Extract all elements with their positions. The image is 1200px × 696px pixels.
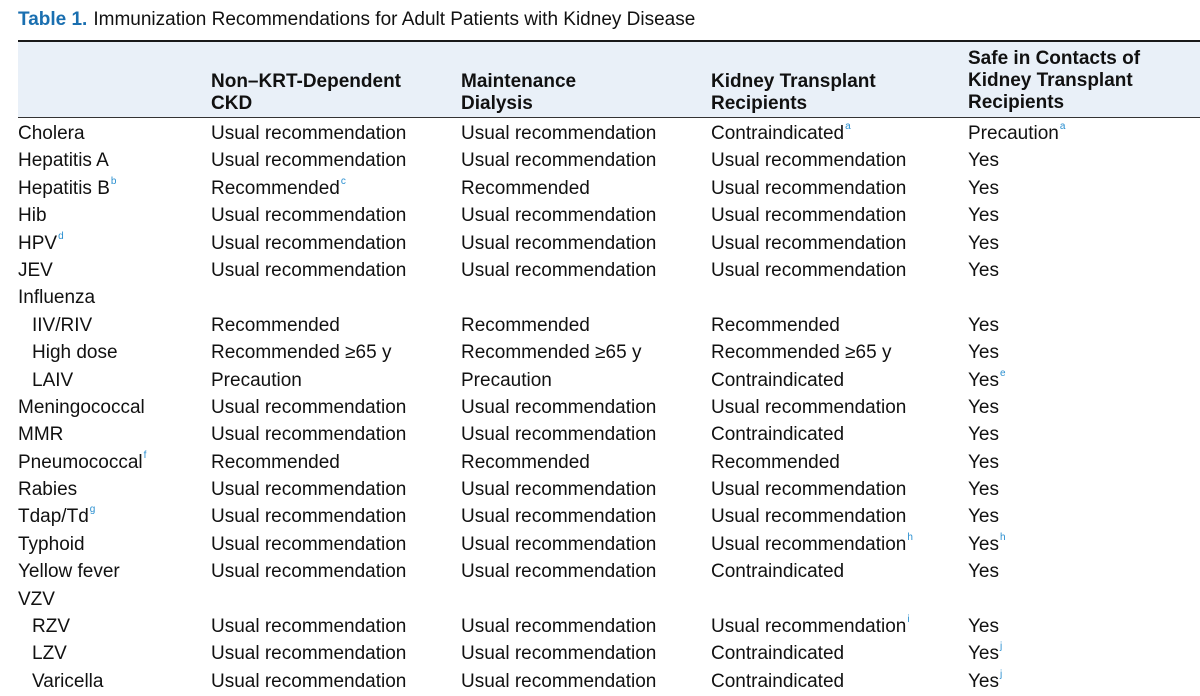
cell-text: Usual recommendation bbox=[211, 533, 407, 555]
footnote-marker: h bbox=[1000, 531, 1006, 543]
cell-text: Precaution bbox=[968, 123, 1059, 144]
table-row bbox=[18, 147, 1200, 174]
footnote-marker: g bbox=[89, 504, 96, 516]
cell-non-krt-ckd bbox=[211, 613, 406, 640]
cell-safe-in-contacts bbox=[968, 421, 999, 448]
cell-text: Usual recommendation bbox=[461, 150, 657, 172]
cell-text: Recommended bbox=[711, 451, 840, 473]
cell-transplant-recipients bbox=[711, 449, 840, 476]
cell-text: Recommended bbox=[211, 314, 340, 336]
cell-text: Usual recommendation bbox=[211, 506, 407, 528]
cell-text: Usual recommendation bbox=[711, 396, 907, 418]
cell-transplant-recipients bbox=[711, 531, 913, 558]
table-row bbox=[18, 449, 1200, 476]
cell-safe-in-contacts bbox=[968, 613, 999, 640]
cell-text: Yes bbox=[968, 533, 999, 555]
cell-transplant-recipients bbox=[711, 613, 910, 640]
footnote-marker: j bbox=[1000, 668, 1003, 680]
cell-non-krt-ckd bbox=[211, 449, 340, 476]
table-row bbox=[18, 202, 1200, 229]
cell-safe-in-contacts bbox=[968, 503, 999, 530]
vaccine-name-text: High dose bbox=[32, 342, 118, 364]
cell-text: Usual recommendation bbox=[711, 506, 907, 528]
cell-text: Usual recommendation bbox=[211, 616, 407, 638]
vaccine-name bbox=[18, 586, 55, 613]
table-row bbox=[18, 339, 1200, 366]
cell-non-krt-ckd bbox=[211, 421, 406, 448]
cell-non-krt-ckd bbox=[211, 339, 391, 366]
cell-non-krt-ckd bbox=[211, 668, 406, 695]
vaccine-name bbox=[18, 503, 95, 530]
cell-text: Usual recommendation bbox=[211, 150, 407, 172]
cell-text: Usual recommendation bbox=[711, 259, 907, 281]
vaccine-name-text: Influenza bbox=[18, 287, 96, 309]
cell-maintenance-dialysis bbox=[461, 421, 656, 448]
vaccine-name-text: MMR bbox=[18, 424, 64, 446]
cell-text: Usual recommendation bbox=[461, 232, 657, 254]
vaccine-name bbox=[18, 175, 116, 202]
cell-non-krt-ckd bbox=[211, 394, 406, 421]
footnote-marker: b bbox=[110, 175, 117, 187]
vaccine-name bbox=[18, 284, 95, 311]
cell-text: Contraindicated bbox=[711, 424, 845, 446]
vaccine-name-text: Tdap/Td bbox=[18, 506, 89, 528]
vaccine-name bbox=[32, 668, 103, 695]
cell-maintenance-dialysis bbox=[461, 613, 656, 640]
cell-text: Usual recommendation bbox=[711, 205, 907, 227]
vaccine-name bbox=[18, 257, 53, 284]
cell-transplant-recipients bbox=[711, 503, 906, 530]
vaccine-name-text: LZV bbox=[32, 643, 67, 665]
table-title bbox=[18, 6, 695, 34]
vaccine-name-text: Yellow fever bbox=[18, 561, 120, 583]
cell-non-krt-ckd bbox=[211, 175, 346, 202]
table-row bbox=[18, 668, 1200, 695]
table-row bbox=[18, 175, 1200, 202]
cell-text: Yes bbox=[968, 205, 999, 227]
table-row bbox=[18, 312, 1200, 339]
vaccine-name-text: Varicella bbox=[32, 670, 104, 692]
cell-maintenance-dialysis bbox=[461, 202, 656, 229]
vaccine-name bbox=[32, 312, 92, 339]
cell-text: Usual recommendation bbox=[211, 561, 407, 583]
cell-text: Recommended bbox=[461, 314, 590, 336]
cell-safe-in-contacts bbox=[968, 531, 1006, 558]
footnote-marker: a bbox=[1059, 121, 1066, 132]
cell-text: Contraindicated bbox=[711, 561, 845, 583]
header-line: CKD bbox=[211, 93, 253, 114]
vaccine-name-text: Hepatitis A bbox=[18, 150, 109, 172]
cell-text: Usual recommendation bbox=[211, 424, 407, 446]
cell-safe-in-contacts bbox=[968, 367, 1006, 394]
cell-transplant-recipients bbox=[711, 257, 906, 284]
cell-text: Contraindicated bbox=[711, 670, 845, 692]
cell-maintenance-dialysis bbox=[461, 394, 656, 421]
header-maintenance-dialysis bbox=[461, 71, 576, 115]
header-line: Dialysis bbox=[461, 93, 533, 114]
cell-text: Yes bbox=[968, 232, 999, 254]
header-line: Safe in Contacts of bbox=[968, 48, 1141, 69]
cell-text: Recommended ≥65 y bbox=[211, 342, 392, 364]
cell-non-krt-ckd bbox=[211, 312, 340, 339]
cell-safe-in-contacts bbox=[968, 640, 1002, 667]
cell-maintenance-dialysis bbox=[461, 531, 656, 558]
header-non-krt-ckd bbox=[211, 71, 401, 115]
table-row bbox=[18, 640, 1200, 667]
cell-text: Usual recommendation bbox=[461, 616, 657, 638]
header-line: Maintenance bbox=[461, 71, 577, 92]
vaccine-name bbox=[18, 421, 63, 448]
vaccine-name bbox=[18, 202, 47, 229]
cell-text: Contraindicated bbox=[711, 369, 845, 391]
table-row bbox=[18, 394, 1200, 421]
vaccine-name-text: HPV bbox=[18, 232, 58, 254]
vaccine-name-text: Cholera bbox=[18, 123, 85, 144]
cell-text: Usual recommendation bbox=[461, 479, 657, 501]
cell-text: Usual recommendation bbox=[461, 506, 657, 528]
cell-maintenance-dialysis bbox=[461, 120, 656, 147]
footnote-marker: e bbox=[1000, 367, 1006, 379]
cell-text: Recommended ≥65 y bbox=[461, 342, 642, 364]
cell-text: Usual recommendation bbox=[711, 150, 907, 172]
vaccine-name bbox=[32, 613, 70, 640]
footnote-marker: d bbox=[58, 230, 64, 242]
vaccine-name-text: LAIV bbox=[32, 369, 74, 391]
cell-text: Recommended ≥65 y bbox=[711, 342, 892, 364]
cell-text: Usual recommendation bbox=[461, 259, 657, 281]
cell-text: Yes bbox=[968, 150, 999, 172]
cell-text: Usual recommendation bbox=[211, 205, 407, 227]
vaccine-name-text: Hib bbox=[18, 205, 47, 227]
footnote-marker: a bbox=[845, 121, 851, 132]
cell-text: Usual recommendation bbox=[461, 424, 657, 446]
cell-transplant-recipients bbox=[711, 120, 851, 147]
cell-safe-in-contacts bbox=[968, 257, 999, 284]
cell-transplant-recipients bbox=[711, 312, 840, 339]
cell-transplant-recipients bbox=[711, 175, 906, 202]
vaccine-name bbox=[32, 640, 67, 667]
table-row bbox=[18, 586, 1200, 613]
header-kidney-transplant-recipients bbox=[711, 71, 876, 115]
cell-safe-in-contacts bbox=[968, 394, 999, 421]
cell-text: Usual recommendation bbox=[211, 479, 407, 501]
table-row bbox=[18, 284, 1200, 311]
header-line: Recipients bbox=[968, 92, 1065, 113]
cell-text: Recommended bbox=[211, 177, 340, 199]
cell-transplant-recipients bbox=[711, 640, 844, 667]
cell-text: Yes bbox=[968, 177, 999, 199]
cell-non-krt-ckd bbox=[211, 531, 406, 558]
table-row bbox=[18, 120, 1200, 147]
table-label: Table 1. bbox=[18, 9, 88, 30]
table-row bbox=[18, 503, 1200, 530]
cell-transplant-recipients bbox=[711, 476, 906, 503]
cell-text: Precaution bbox=[461, 369, 552, 391]
cell-maintenance-dialysis bbox=[461, 175, 590, 202]
cell-non-krt-ckd bbox=[211, 230, 406, 257]
cell-maintenance-dialysis bbox=[461, 558, 656, 585]
cell-safe-in-contacts bbox=[968, 476, 999, 503]
header-line: Recipients bbox=[711, 93, 808, 114]
table-row bbox=[18, 613, 1200, 640]
cell-maintenance-dialysis bbox=[461, 339, 641, 366]
footnote-marker: f bbox=[143, 449, 147, 461]
cell-non-krt-ckd bbox=[211, 558, 406, 585]
vaccine-name bbox=[18, 147, 109, 174]
cell-non-krt-ckd bbox=[211, 257, 406, 284]
vaccine-name-text: Meningococcal bbox=[18, 396, 145, 418]
cell-text: Usual recommendation bbox=[461, 123, 657, 144]
cell-safe-in-contacts bbox=[968, 175, 999, 202]
cell-text: Yes bbox=[968, 342, 999, 364]
cell-maintenance-dialysis bbox=[461, 230, 656, 257]
cell-non-krt-ckd bbox=[211, 367, 302, 394]
cell-text: Usual recommendation bbox=[211, 396, 407, 418]
cell-non-krt-ckd bbox=[211, 147, 406, 174]
cell-non-krt-ckd bbox=[211, 476, 406, 503]
cell-transplant-recipients bbox=[711, 367, 844, 394]
cell-maintenance-dialysis bbox=[461, 367, 552, 394]
table-row bbox=[18, 476, 1200, 503]
cell-safe-in-contacts bbox=[968, 449, 999, 476]
cell-transplant-recipients bbox=[711, 558, 844, 585]
cell-maintenance-dialysis bbox=[461, 476, 656, 503]
table-body bbox=[18, 120, 1200, 695]
cell-text: Usual recommendation bbox=[461, 561, 657, 583]
vaccine-name bbox=[18, 531, 85, 558]
cell-text: Contraindicated bbox=[711, 643, 845, 665]
footnote-marker: i bbox=[907, 614, 910, 626]
table-row bbox=[18, 367, 1200, 394]
cell-text: Usual recommendation bbox=[211, 232, 407, 254]
cell-transplant-recipients bbox=[711, 230, 906, 257]
cell-text: Recommended bbox=[461, 451, 590, 473]
cell-text: Precaution bbox=[211, 369, 302, 391]
cell-text: Usual recommendation bbox=[711, 616, 907, 638]
cell-maintenance-dialysis bbox=[461, 503, 656, 530]
cell-text: Yes bbox=[968, 643, 999, 665]
cell-maintenance-dialysis bbox=[461, 312, 590, 339]
vaccine-name-text: JEV bbox=[18, 259, 53, 281]
vaccine-name-text: Hepatitis B bbox=[18, 177, 110, 199]
cell-text: Usual recommendation bbox=[461, 396, 657, 418]
cell-text: Usual recommendation bbox=[711, 232, 907, 254]
header-line: Non–KRT-Dependent bbox=[211, 71, 401, 92]
vaccine-name bbox=[18, 394, 145, 421]
vaccine-name bbox=[32, 367, 73, 394]
cell-text: Usual recommendation bbox=[211, 670, 407, 692]
cell-maintenance-dialysis bbox=[461, 257, 656, 284]
header-line: Kidney Transplant bbox=[711, 71, 876, 92]
footnote-marker: h bbox=[907, 531, 913, 543]
cell-text: Usual recommendation bbox=[461, 533, 657, 555]
cell-non-krt-ckd bbox=[211, 120, 406, 147]
cell-text: Yes bbox=[968, 396, 999, 418]
cell-text: Yes bbox=[968, 314, 999, 336]
cell-transplant-recipients bbox=[711, 668, 844, 695]
cell-text: Usual recommendation bbox=[711, 479, 907, 501]
footnote-marker: c bbox=[340, 175, 346, 187]
cell-transplant-recipients bbox=[711, 421, 844, 448]
vaccine-name bbox=[18, 230, 64, 257]
table-row bbox=[18, 558, 1200, 585]
table-title-text: Immunization Recommendations for Adult Patients with Kidney Disease bbox=[93, 9, 696, 30]
cell-text: Usual recommendation bbox=[711, 533, 907, 555]
cell-maintenance-dialysis bbox=[461, 449, 590, 476]
cell-text: Yes bbox=[968, 616, 999, 638]
header-line: Kidney Transplant bbox=[968, 70, 1133, 91]
cell-text: Usual recommendation bbox=[461, 670, 657, 692]
cell-text: Usual recommendation bbox=[461, 643, 657, 665]
cell-non-krt-ckd bbox=[211, 640, 406, 667]
cell-text: Yes bbox=[968, 451, 999, 473]
cell-safe-in-contacts bbox=[968, 668, 1002, 695]
cell-text: Recommended bbox=[211, 451, 340, 473]
cell-text: Usual recommendation bbox=[711, 177, 907, 199]
vaccine-name-text: IIV/RIV bbox=[32, 314, 93, 336]
vaccine-name bbox=[18, 476, 77, 503]
cell-transplant-recipients bbox=[711, 147, 906, 174]
cell-non-krt-ckd bbox=[211, 503, 406, 530]
table-row bbox=[18, 257, 1200, 284]
cell-text: Usual recommendation bbox=[211, 259, 407, 281]
vaccine-name-text: Pneumococcal bbox=[18, 451, 143, 473]
cell-non-krt-ckd bbox=[211, 202, 406, 229]
vaccine-name bbox=[18, 120, 85, 147]
cell-text: Yes bbox=[968, 670, 999, 692]
vaccine-name-text: Typhoid bbox=[18, 533, 85, 555]
table-row bbox=[18, 421, 1200, 448]
cell-safe-in-contacts bbox=[968, 230, 999, 257]
cell-safe-in-contacts bbox=[968, 558, 999, 585]
cell-safe-in-contacts bbox=[968, 312, 999, 339]
table-header bbox=[18, 40, 1200, 118]
cell-text: Recommended bbox=[461, 177, 590, 199]
cell-text: Usual recommendation bbox=[461, 205, 657, 227]
vaccine-name-text: Rabies bbox=[18, 479, 78, 501]
footnote-marker: j bbox=[1000, 641, 1003, 653]
cell-transplant-recipients bbox=[711, 339, 891, 366]
cell-safe-in-contacts bbox=[968, 120, 1065, 147]
cell-text: Recommended bbox=[711, 314, 840, 336]
cell-maintenance-dialysis bbox=[461, 640, 656, 667]
vaccine-name-text: RZV bbox=[32, 616, 70, 638]
cell-transplant-recipients bbox=[711, 394, 906, 421]
cell-text: Usual recommendation bbox=[211, 643, 407, 665]
cell-text: Yes bbox=[968, 369, 999, 391]
table-row bbox=[18, 230, 1200, 257]
cell-text: Yes bbox=[968, 479, 999, 501]
header-safe-in-contacts bbox=[968, 48, 1140, 114]
cell-safe-in-contacts bbox=[968, 202, 999, 229]
cell-maintenance-dialysis bbox=[461, 668, 656, 695]
cell-text: Contraindicated bbox=[711, 123, 845, 144]
cell-text: Usual recommendation bbox=[211, 123, 407, 144]
table-row bbox=[18, 531, 1200, 558]
cell-text: Yes bbox=[968, 506, 999, 528]
vaccine-name bbox=[32, 339, 118, 366]
cell-transplant-recipients bbox=[711, 202, 906, 229]
cell-maintenance-dialysis bbox=[461, 147, 656, 174]
cell-safe-in-contacts bbox=[968, 339, 999, 366]
vaccine-name bbox=[18, 558, 120, 585]
cell-safe-in-contacts bbox=[968, 147, 999, 174]
vaccine-name bbox=[18, 449, 146, 476]
cell-text: Yes bbox=[968, 424, 999, 446]
vaccine-name-text: VZV bbox=[18, 588, 55, 610]
cell-text: Yes bbox=[968, 259, 999, 281]
cell-text: Yes bbox=[968, 561, 999, 583]
